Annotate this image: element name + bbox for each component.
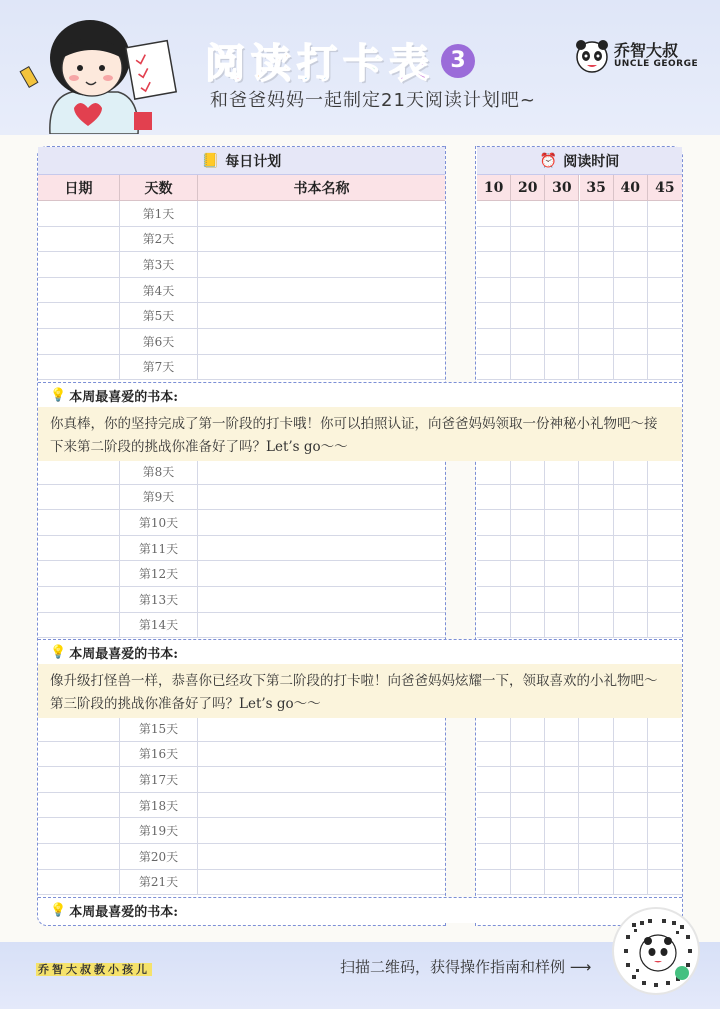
time-checkbox-cell[interactable] bbox=[545, 742, 579, 767]
day-label: 第13天 bbox=[120, 587, 198, 612]
time-checkbox-cell[interactable] bbox=[580, 485, 614, 510]
time-checkbox-cell[interactable] bbox=[511, 870, 545, 895]
time-checkbox-cell[interactable] bbox=[477, 355, 511, 380]
lightbulb-icon: 💡 bbox=[50, 645, 67, 660]
table-row bbox=[38, 587, 445, 613]
time-row bbox=[477, 485, 682, 511]
time-row bbox=[477, 870, 682, 896]
time-checkbox-cell[interactable] bbox=[545, 844, 579, 869]
time-checkbox-cell[interactable] bbox=[614, 201, 648, 226]
title-number-badge: 3 bbox=[441, 44, 475, 78]
book-name-cell[interactable] bbox=[198, 201, 445, 226]
time-checkbox-cell[interactable] bbox=[477, 459, 511, 484]
time-checkbox-cell[interactable] bbox=[614, 278, 648, 303]
notebook-icon: 📒 bbox=[201, 152, 220, 169]
time-row bbox=[477, 201, 682, 227]
title-char-4: 卡 bbox=[343, 41, 383, 87]
time-checkbox-cell[interactable] bbox=[580, 844, 614, 869]
time-checkbox-cell[interactable] bbox=[648, 252, 682, 277]
time-checkbox-cell[interactable] bbox=[580, 716, 614, 741]
lightbulb-icon: 💡 bbox=[50, 388, 67, 403]
book-name-cell[interactable] bbox=[198, 716, 445, 741]
table-row bbox=[38, 303, 445, 329]
table-row bbox=[38, 844, 445, 870]
time-checkbox-cell[interactable] bbox=[511, 201, 545, 226]
time-checkbox-cell[interactable] bbox=[648, 716, 682, 741]
time-row bbox=[477, 742, 682, 768]
time-row bbox=[477, 793, 682, 819]
time-checkbox-cell[interactable] bbox=[511, 459, 545, 484]
time-checkbox-cell[interactable] bbox=[648, 818, 682, 843]
time-checkbox-cell[interactable] bbox=[545, 536, 579, 561]
time-checkbox-cell[interactable] bbox=[648, 793, 682, 818]
time-checkbox-cell[interactable] bbox=[545, 716, 579, 741]
table-row bbox=[38, 329, 445, 355]
time-checkbox-cell[interactable] bbox=[477, 303, 511, 328]
time-checkbox-cell[interactable] bbox=[614, 870, 648, 895]
alarm-clock-icon: ⏰ bbox=[539, 152, 558, 169]
time-checkbox-cell[interactable] bbox=[648, 303, 682, 328]
time-checkbox-cell[interactable] bbox=[477, 793, 511, 818]
time-checkbox-cell[interactable] bbox=[614, 767, 648, 792]
time-checkbox-cell[interactable] bbox=[580, 355, 614, 380]
day-label: 第17天 bbox=[120, 767, 198, 792]
time-checkbox-cell[interactable] bbox=[511, 767, 545, 792]
time-checkbox-cell[interactable] bbox=[580, 510, 614, 535]
time-checkbox-cell[interactable] bbox=[614, 742, 648, 767]
table-row bbox=[38, 716, 445, 742]
date-cell[interactable] bbox=[38, 227, 120, 252]
time-checkbox-cell[interactable] bbox=[648, 459, 682, 484]
day-label: 第5天 bbox=[120, 303, 198, 328]
book-name-cell[interactable] bbox=[198, 870, 445, 895]
time-checkbox-cell[interactable] bbox=[614, 793, 648, 818]
book-name-cell[interactable] bbox=[198, 561, 445, 586]
table-row bbox=[38, 536, 445, 562]
time-checkbox-cell[interactable] bbox=[614, 227, 648, 252]
title-char-5: 表 bbox=[389, 41, 429, 87]
time-checkbox-cell[interactable] bbox=[614, 613, 648, 638]
table-row bbox=[38, 201, 445, 227]
time-checkbox-cell[interactable] bbox=[511, 329, 545, 354]
time-row bbox=[477, 510, 682, 536]
favorite-book-label: 本周最喜爱的书本: bbox=[69, 390, 178, 405]
table-row bbox=[38, 355, 445, 381]
time-checkbox-cell[interactable] bbox=[580, 587, 614, 612]
time-checkbox-cell[interactable] bbox=[545, 818, 579, 843]
kid-illustration bbox=[10, 8, 180, 134]
time-checkbox-cell[interactable] bbox=[648, 767, 682, 792]
lightbulb-icon: 💡 bbox=[50, 903, 67, 918]
time-checkbox-cell[interactable] bbox=[648, 485, 682, 510]
time-checkbox-cell[interactable] bbox=[580, 536, 614, 561]
time-checkbox-cell[interactable] bbox=[545, 561, 579, 586]
table-row bbox=[38, 510, 445, 536]
date-cell[interactable] bbox=[38, 587, 120, 612]
col-header-day: 天数 bbox=[120, 175, 198, 201]
page-subtitle: 和爸爸妈妈一起制定21天阅读计划吧~ bbox=[210, 90, 536, 111]
brand-logo bbox=[574, 38, 698, 74]
time-checkbox-cell[interactable] bbox=[511, 818, 545, 843]
table-row bbox=[38, 227, 445, 253]
qr-code[interactable] bbox=[612, 907, 700, 995]
time-row bbox=[477, 536, 682, 562]
book-name-cell[interactable] bbox=[198, 767, 445, 792]
time-checkbox-cell[interactable] bbox=[511, 793, 545, 818]
time-checkbox-cell[interactable] bbox=[511, 278, 545, 303]
time-checkbox-cell[interactable] bbox=[614, 561, 648, 586]
plan-section-header bbox=[38, 147, 445, 175]
date-cell[interactable] bbox=[38, 329, 120, 354]
time-checkbox-cell[interactable] bbox=[580, 793, 614, 818]
plan-section-title: 每日计划 bbox=[225, 153, 282, 170]
date-cell[interactable] bbox=[38, 536, 120, 561]
date-cell[interactable] bbox=[38, 742, 120, 767]
time-col-header-20: 20 bbox=[511, 175, 545, 201]
footer-brand-text: 乔智大叔教小孩儿 bbox=[38, 963, 150, 976]
day-label: 第20天 bbox=[120, 844, 198, 869]
time-checkbox-cell[interactable] bbox=[477, 767, 511, 792]
book-name-cell[interactable] bbox=[198, 510, 445, 535]
book-name-cell[interactable] bbox=[198, 844, 445, 869]
time-checkbox-cell[interactable] bbox=[545, 485, 579, 510]
time-checkbox-cell[interactable] bbox=[511, 252, 545, 277]
table-row bbox=[38, 870, 445, 896]
time-col-header-40: 40 bbox=[614, 175, 648, 201]
time-checkbox-cell[interactable] bbox=[614, 844, 648, 869]
table-row bbox=[38, 278, 445, 304]
time-checkbox-cell[interactable] bbox=[511, 227, 545, 252]
brand-name-en: UNCLE GEORGE bbox=[614, 58, 699, 69]
time-checkbox-cell[interactable] bbox=[477, 252, 511, 277]
day-label: 第7天 bbox=[120, 355, 198, 380]
time-row bbox=[477, 355, 682, 381]
page-title bbox=[205, 32, 475, 89]
time-checkbox-cell[interactable] bbox=[648, 329, 682, 354]
time-checkbox-cell[interactable] bbox=[511, 561, 545, 586]
time-checkbox-cell[interactable] bbox=[477, 510, 511, 535]
book-name-cell[interactable] bbox=[198, 818, 445, 843]
book-name-cell[interactable] bbox=[198, 793, 445, 818]
time-checkbox-cell[interactable] bbox=[614, 510, 648, 535]
table-row bbox=[38, 742, 445, 768]
day-label: 第14天 bbox=[120, 613, 198, 638]
time-checkbox-cell[interactable] bbox=[477, 844, 511, 869]
time-checkbox-cell[interactable] bbox=[614, 485, 648, 510]
time-checkbox-cell[interactable] bbox=[545, 870, 579, 895]
time-checkbox-cell[interactable] bbox=[648, 227, 682, 252]
time-col-header-45: 45 bbox=[648, 175, 682, 201]
time-checkbox-cell[interactable] bbox=[545, 201, 579, 226]
table-row bbox=[38, 252, 445, 278]
time-checkbox-cell[interactable] bbox=[511, 613, 545, 638]
book-name-cell[interactable] bbox=[198, 613, 445, 638]
time-row bbox=[477, 278, 682, 304]
date-cell[interactable] bbox=[38, 870, 120, 895]
day-label: 第12天 bbox=[120, 561, 198, 586]
time-col-header-30: 30 bbox=[545, 175, 579, 201]
time-checkbox-cell[interactable] bbox=[545, 227, 579, 252]
time-checkbox-cell[interactable] bbox=[545, 278, 579, 303]
time-checkbox-cell[interactable] bbox=[477, 716, 511, 741]
date-cell[interactable] bbox=[38, 818, 120, 843]
time-checkbox-cell[interactable] bbox=[614, 587, 648, 612]
time-checkbox-cell[interactable] bbox=[580, 278, 614, 303]
time-row bbox=[477, 252, 682, 278]
table-row bbox=[38, 561, 445, 587]
date-cell[interactable] bbox=[38, 303, 120, 328]
time-checkbox-cell[interactable] bbox=[580, 742, 614, 767]
day-label: 第8天 bbox=[120, 459, 198, 484]
time-checkbox-cell[interactable] bbox=[477, 587, 511, 612]
book-name-cell[interactable] bbox=[198, 587, 445, 612]
time-checkbox-cell[interactable] bbox=[614, 818, 648, 843]
time-checkbox-cell[interactable] bbox=[648, 201, 682, 226]
time-col-header-10: 10 bbox=[477, 175, 511, 201]
time-checkbox-cell[interactable] bbox=[648, 742, 682, 767]
date-cell[interactable] bbox=[38, 278, 120, 303]
time-checkbox-cell[interactable] bbox=[477, 870, 511, 895]
footer-scan-hint: 扫描二维码，获得操作指南和样例 ⟶ bbox=[340, 958, 592, 976]
time-row bbox=[477, 227, 682, 253]
time-row bbox=[477, 329, 682, 355]
date-cell[interactable] bbox=[38, 459, 120, 484]
book-name-cell[interactable] bbox=[198, 459, 445, 484]
time-checkbox-cell[interactable] bbox=[545, 767, 579, 792]
time-checkbox-cell[interactable] bbox=[477, 613, 511, 638]
time-checkbox-cell[interactable] bbox=[477, 561, 511, 586]
table-row bbox=[38, 613, 445, 639]
time-checkbox-cell[interactable] bbox=[580, 561, 614, 586]
favorite-book-label: 本周最喜爱的书本: bbox=[69, 647, 178, 662]
day-label: 第15天 bbox=[120, 716, 198, 741]
day-label: 第9天 bbox=[120, 485, 198, 510]
time-row bbox=[477, 613, 682, 639]
time-checkbox-cell[interactable] bbox=[511, 355, 545, 380]
time-checkbox-cell[interactable] bbox=[614, 329, 648, 354]
time-checkbox-cell[interactable] bbox=[580, 329, 614, 354]
time-checkbox-cell[interactable] bbox=[648, 510, 682, 535]
time-checkbox-cell[interactable] bbox=[477, 227, 511, 252]
time-checkbox-cell[interactable] bbox=[545, 510, 579, 535]
book-name-cell[interactable] bbox=[198, 485, 445, 510]
time-checkbox-cell[interactable] bbox=[511, 510, 545, 535]
time-checkbox-cell[interactable] bbox=[614, 536, 648, 561]
day-label: 第11天 bbox=[120, 536, 198, 561]
time-checkbox-cell[interactable] bbox=[648, 844, 682, 869]
date-cell[interactable] bbox=[38, 767, 120, 792]
time-checkbox-cell[interactable] bbox=[545, 329, 579, 354]
time-row bbox=[477, 459, 682, 485]
time-checkbox-cell[interactable] bbox=[580, 459, 614, 484]
time-row bbox=[477, 587, 682, 613]
favorite-book-row-week2[interactable] bbox=[38, 639, 682, 665]
time-checkbox-cell[interactable] bbox=[648, 613, 682, 638]
day-label: 第4天 bbox=[120, 278, 198, 303]
col-header-book: 书本名称 bbox=[198, 175, 445, 201]
time-checkbox-cell[interactable] bbox=[614, 355, 648, 380]
day-label: 第3天 bbox=[120, 252, 198, 277]
time-checkbox-cell[interactable] bbox=[511, 742, 545, 767]
time-row bbox=[477, 561, 682, 587]
time-checkbox-cell[interactable] bbox=[511, 844, 545, 869]
time-checkbox-cell[interactable] bbox=[477, 329, 511, 354]
time-checkbox-cell[interactable] bbox=[477, 818, 511, 843]
title-char-1: 阅 bbox=[205, 41, 245, 87]
time-checkbox-cell[interactable] bbox=[477, 742, 511, 767]
time-checkbox-cell[interactable] bbox=[580, 303, 614, 328]
time-checkbox-cell[interactable] bbox=[648, 561, 682, 586]
panda-icon bbox=[574, 38, 610, 74]
date-cell[interactable] bbox=[38, 355, 120, 380]
time-col-header-35: 35 bbox=[580, 175, 614, 201]
time-checkbox-cell[interactable] bbox=[511, 716, 545, 741]
time-checkbox-cell[interactable] bbox=[545, 355, 579, 380]
day-label: 第21天 bbox=[120, 870, 198, 895]
time-checkbox-cell[interactable] bbox=[511, 536, 545, 561]
time-checkbox-cell[interactable] bbox=[648, 870, 682, 895]
date-cell[interactable] bbox=[38, 252, 120, 277]
table-row bbox=[38, 767, 445, 793]
time-checkbox-cell[interactable] bbox=[477, 536, 511, 561]
time-row bbox=[477, 303, 682, 329]
time-checkbox-cell[interactable] bbox=[580, 818, 614, 843]
table-row bbox=[38, 485, 445, 511]
time-checkbox-cell[interactable] bbox=[511, 587, 545, 612]
day-label: 第1天 bbox=[120, 201, 198, 226]
time-checkbox-cell[interactable] bbox=[580, 227, 614, 252]
book-name-cell[interactable] bbox=[198, 278, 445, 303]
book-name-cell[interactable] bbox=[198, 303, 445, 328]
time-checkbox-cell[interactable] bbox=[648, 355, 682, 380]
time-checkbox-cell[interactable] bbox=[580, 252, 614, 277]
date-cell[interactable] bbox=[38, 485, 120, 510]
time-checkbox-cell[interactable] bbox=[511, 303, 545, 328]
title-char-2: 读 bbox=[251, 41, 291, 87]
book-name-cell[interactable] bbox=[198, 355, 445, 380]
book-name-cell[interactable] bbox=[198, 329, 445, 354]
time-checkbox-cell[interactable] bbox=[477, 485, 511, 510]
book-name-cell[interactable] bbox=[198, 227, 445, 252]
time-checkbox-cell[interactable] bbox=[614, 459, 648, 484]
title-char-3: 打 bbox=[297, 41, 337, 87]
time-row bbox=[477, 767, 682, 793]
time-checkbox-cell[interactable] bbox=[511, 485, 545, 510]
time-checkbox-cell[interactable] bbox=[545, 303, 579, 328]
time-checkbox-cell[interactable] bbox=[614, 716, 648, 741]
day-label: 第2天 bbox=[120, 227, 198, 252]
date-cell[interactable] bbox=[38, 561, 120, 586]
arrow-icon: ⟶ bbox=[569, 958, 592, 976]
time-checkbox-cell[interactable] bbox=[648, 536, 682, 561]
stage1-message: 你真棒，你的坚持完成了第一阶段的打卡哦！你可以拍照认证，向爸爸妈妈领取一份神秘小礼物吧～接下来第二阶段的挑战你准备好了吗？Let’s go～～ bbox=[38, 407, 682, 461]
time-checkbox-cell[interactable] bbox=[580, 767, 614, 792]
stage2-message: 像升级打怪兽一样，恭喜你已经攻下第二阶段的打卡啦！向爸爸妈妈炫耀一下，领取喜欢的小礼物吧～第三阶段的挑战你准备好了吗？Let’s go～～ bbox=[38, 664, 682, 718]
day-label: 第6天 bbox=[120, 329, 198, 354]
day-label: 第16天 bbox=[120, 742, 198, 767]
table-row bbox=[38, 459, 445, 485]
time-checkbox-cell[interactable] bbox=[580, 613, 614, 638]
time-checkbox-cell[interactable] bbox=[580, 201, 614, 226]
time-row bbox=[477, 844, 682, 870]
favorite-book-label: 本周最喜爱的书本: bbox=[69, 905, 178, 920]
date-cell[interactable] bbox=[38, 201, 120, 226]
table-row bbox=[38, 793, 445, 819]
date-cell[interactable] bbox=[38, 793, 120, 818]
day-label: 第18天 bbox=[120, 793, 198, 818]
time-checkbox-cell[interactable] bbox=[545, 252, 579, 277]
time-section-title: 阅读时间 bbox=[563, 153, 620, 170]
time-checkbox-cell[interactable] bbox=[477, 278, 511, 303]
day-label: 第10天 bbox=[120, 510, 198, 535]
book-name-cell[interactable] bbox=[198, 536, 445, 561]
brand-name-cn: 乔智大叔 bbox=[614, 40, 679, 60]
day-label: 第19天 bbox=[120, 818, 198, 843]
table-row bbox=[38, 818, 445, 844]
favorite-book-row-week1[interactable] bbox=[38, 382, 682, 408]
date-cell[interactable] bbox=[38, 716, 120, 741]
time-checkbox-cell[interactable] bbox=[648, 587, 682, 612]
time-checkbox-cell[interactable] bbox=[614, 252, 648, 277]
col-header-date: 日期 bbox=[38, 175, 120, 201]
time-checkbox-cell[interactable] bbox=[545, 587, 579, 612]
table-gutter bbox=[445, 146, 476, 926]
time-checkbox-cell[interactable] bbox=[545, 613, 579, 638]
time-checkbox-cell[interactable] bbox=[614, 303, 648, 328]
time-row bbox=[477, 716, 682, 742]
time-section-header bbox=[477, 147, 682, 175]
book-name-cell[interactable] bbox=[198, 252, 445, 277]
date-cell[interactable] bbox=[38, 510, 120, 535]
book-name-cell[interactable] bbox=[198, 742, 445, 767]
date-cell[interactable] bbox=[38, 844, 120, 869]
date-cell[interactable] bbox=[38, 613, 120, 638]
time-checkbox-cell[interactable] bbox=[648, 278, 682, 303]
time-checkbox-cell[interactable] bbox=[477, 201, 511, 226]
time-checkbox-cell[interactable] bbox=[545, 459, 579, 484]
time-checkbox-cell[interactable] bbox=[580, 870, 614, 895]
time-row bbox=[477, 818, 682, 844]
favorite-book-row-week3[interactable] bbox=[38, 897, 682, 923]
time-checkbox-cell[interactable] bbox=[545, 793, 579, 818]
